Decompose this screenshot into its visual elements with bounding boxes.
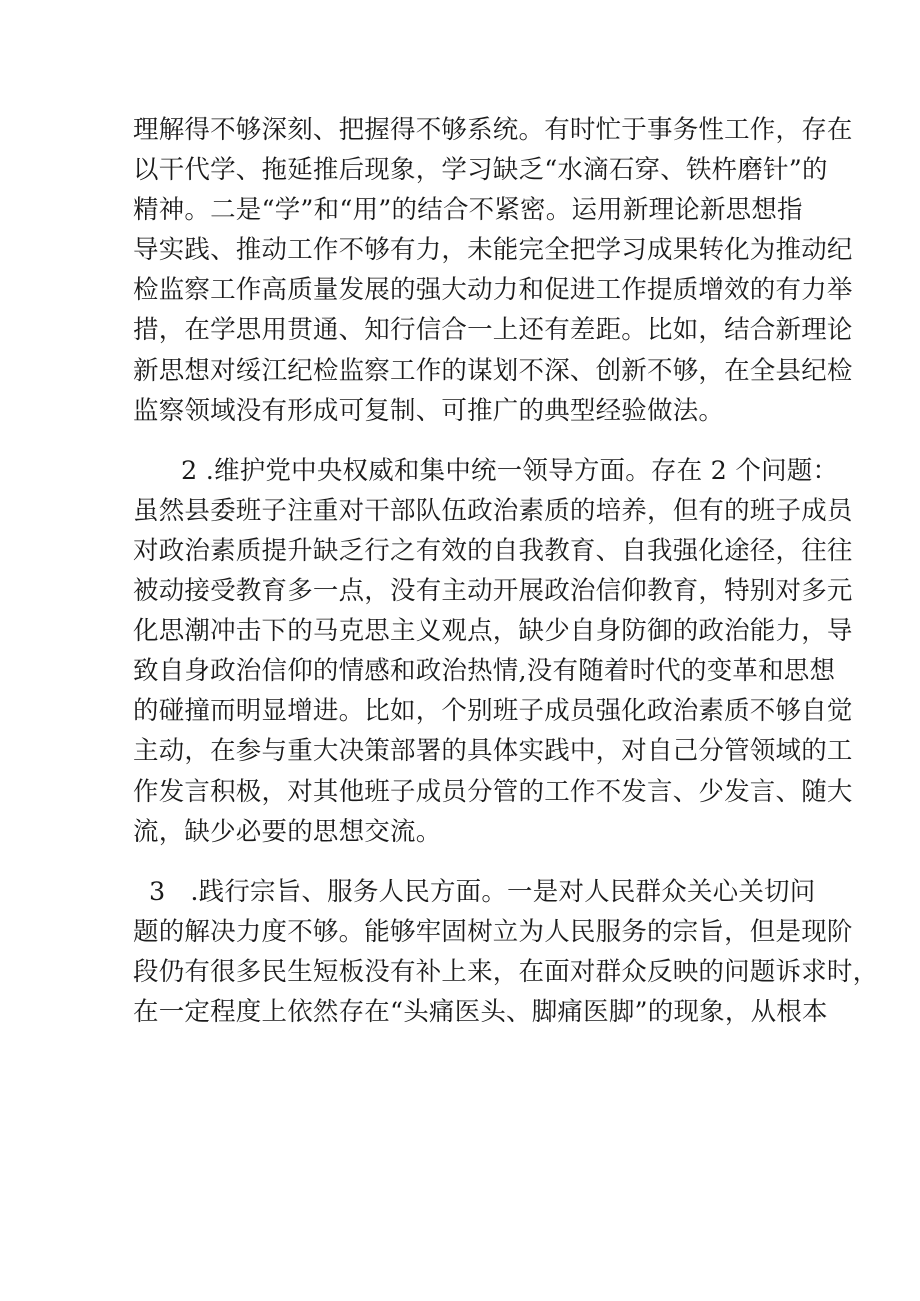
paragraph-spacer bbox=[133, 431, 793, 451]
text-line: 化思潮冲击下的马克思主义观点，缺少自身防御的政治能力，导 bbox=[133, 616, 853, 647]
text-line: 的碰撞而明显增进。比如，个别班子成员强化政治素质不够自觉 bbox=[133, 696, 853, 727]
text-line: 致自身政治信仰的情感和政治热情,没有随着时代的变革和思想 bbox=[133, 656, 836, 687]
paragraph-spacer bbox=[133, 852, 793, 872]
text-line: 检监察工作高质量发展的强大动力和促进工作提质增效的有力举 bbox=[133, 275, 853, 306]
text-line: 在一定程度上依然存在“头痛医头、脚痛医脚”的现象，从根本 bbox=[133, 996, 828, 1027]
text-line: 被动接受教育多一点，没有主动开展政治信仰教育，特别对多元 bbox=[133, 576, 853, 607]
text-line: 段仍有很多民生短板没有补上来，在面对群众反映的问题诉求时， bbox=[133, 956, 879, 987]
paragraph-1 bbox=[133, 110, 853, 431]
text-line: 对政治素质提升缺乏行之有效的自我教育、自我强化途径，往往 bbox=[133, 535, 853, 566]
section-heading-line: 3 .践行宗旨、服务人民方面。一是对人民群众关心关切问 bbox=[149, 876, 816, 907]
text-line: 导实践、推动工作不够有力，未能完全把学习成果转化为推动纪 bbox=[133, 235, 853, 266]
paragraph-2 bbox=[133, 451, 853, 852]
text-line: 措，在学思用贯通、知行信合一上还有差距。比如，结合新理论 bbox=[133, 315, 853, 346]
text-line: 虽然县委班子注重对干部队伍政治素质的培养，但有的班子成员 bbox=[133, 495, 853, 526]
text-line: 理解得不够深刻、把握得不够系统。有时忙于事务性工作，存在 bbox=[133, 115, 853, 145]
text-line: 以干代学、拖延推后现象，学习缺乏“水滴石穿、铁杵磨针”的 bbox=[133, 155, 828, 186]
text-line: 作发言积极，对其他班子成员分管的工作不发言、少发言、随大 bbox=[133, 776, 853, 807]
section-heading-line: 2 .维护党中央权威和集中统一领导方面。存在 2 个问题： bbox=[181, 455, 839, 486]
text-line: 题的解决力度不够。能够牢固树立为人民服务的宗旨，但是现阶 bbox=[133, 916, 853, 947]
text-line: 新思想对绥江纪检监察工作的谋划不深、创新不够，在全县纪检 bbox=[133, 355, 853, 386]
text-line: 精神。二是“学”和“用”的结合不紧密。运用新理论新思想指 bbox=[133, 195, 803, 226]
text-line: 监察领域没有形成可复制、可推广的典型经验做法。 bbox=[133, 395, 725, 426]
document-body bbox=[133, 110, 879, 1032]
text-line: 流，缺少必要的思想交流。 bbox=[133, 816, 442, 847]
text-line: 主动，在参与重大决策部署的具体实践中，对自己分管领域的工 bbox=[133, 736, 853, 767]
paragraph-3 bbox=[133, 872, 879, 1032]
